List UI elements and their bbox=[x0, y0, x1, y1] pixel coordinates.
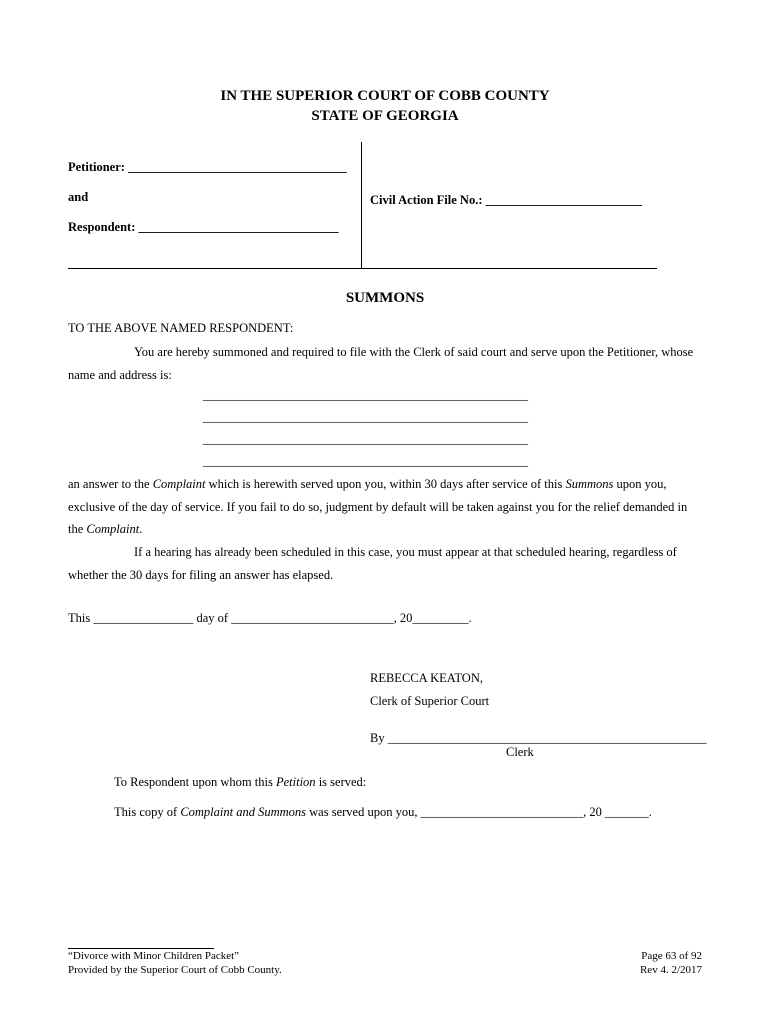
address-line-3[interactable]: ____________________________________________________ bbox=[203, 432, 528, 446]
court-name-heading: IN THE SUPERIOR COURT OF COBB COUNTY bbox=[220, 88, 550, 104]
text-span: upon you, bbox=[613, 477, 667, 491]
to-respondent-label: TO THE ABOVE NAMED RESPONDENT: bbox=[68, 321, 294, 335]
date-line[interactable]: This ________________ day of __________________________, 20_________. bbox=[68, 611, 472, 625]
text-span: which is herewith served upon you, within 30 days after service of this bbox=[205, 477, 566, 491]
and-label: and bbox=[68, 190, 89, 204]
text-span: was served upon you, __________________________, 20 _______. bbox=[306, 805, 652, 819]
complaint-italic: Complaint bbox=[86, 522, 140, 536]
service-line-2[interactable] bbox=[114, 805, 652, 820]
clerk-name: REBECCA KEATON, bbox=[370, 671, 483, 685]
complaint-italic: Complaint bbox=[152, 477, 206, 491]
summons-paragraph-1-line-1: You are hereby summoned and required to file with the Clerk of said court and serve upon the Petitioner, whose bbox=[134, 345, 694, 359]
text-span: an answer to the bbox=[68, 477, 153, 491]
clerk-title: Clerk of Superior Court bbox=[370, 694, 490, 708]
address-line-2[interactable]: ____________________________________________________ bbox=[203, 410, 528, 424]
clerk-label: Clerk bbox=[506, 745, 534, 759]
clerk-signature-line[interactable]: By ___________________________________________________ bbox=[370, 731, 707, 745]
summons-paragraph-2-line-3 bbox=[68, 522, 142, 537]
respondent-field[interactable]: Respondent: ________________________________ bbox=[68, 220, 339, 234]
footer-packet-name: “Divorce with Minor Children Packet” bbox=[68, 950, 240, 962]
text-span: This copy of bbox=[114, 805, 181, 819]
footer-provider: Provided by the Superior Court of Cobb County. bbox=[68, 964, 282, 976]
text-span: . bbox=[139, 522, 143, 536]
petitioner-field[interactable]: Petitioner: ___________________________________ bbox=[68, 160, 347, 174]
civil-action-file-field[interactable]: Civil Action File No.: _________________________ bbox=[370, 193, 642, 207]
summons-paragraph-3-line-2: whether the 30 days for filing an answer has elapsed. bbox=[68, 568, 334, 582]
text-span: the bbox=[68, 522, 87, 536]
complaint-and-summons-italic: Complaint and Summons bbox=[180, 805, 307, 819]
summons-paragraph-2-line-2: exclusive of the day of service. If you fail to do so, judgment by default will be taken against you for the relief demanded in bbox=[68, 500, 688, 514]
footer-page-number: Page 63 of 92 bbox=[641, 950, 702, 962]
footer-rule bbox=[68, 948, 214, 949]
address-line-4[interactable]: ____________________________________________________ bbox=[203, 454, 528, 468]
caption-horizontal-divider bbox=[68, 268, 657, 269]
text-span: To Respondent upon whom this bbox=[114, 775, 276, 789]
summons-paragraph-3-line-1: If a hearing has already been scheduled in this case, you must appear at that scheduled hearing, regardless of bbox=[134, 545, 677, 559]
petition-italic: Petition bbox=[275, 775, 316, 789]
service-line-1 bbox=[114, 775, 366, 790]
footer-revision: Rev 4. 2/2017 bbox=[639, 964, 702, 976]
address-line-1[interactable]: ____________________________________________________ bbox=[203, 388, 528, 402]
text-span: is served: bbox=[315, 775, 367, 789]
summons-paragraph-1-line-2: name and address is: bbox=[68, 368, 172, 382]
summons-italic: Summons bbox=[565, 477, 614, 491]
summons-title: SUMMONS bbox=[345, 290, 425, 306]
caption-vertical-divider bbox=[361, 142, 362, 269]
summons-paragraph-2-line-1 bbox=[68, 477, 667, 492]
state-heading: STATE OF GEORGIA bbox=[311, 108, 459, 124]
